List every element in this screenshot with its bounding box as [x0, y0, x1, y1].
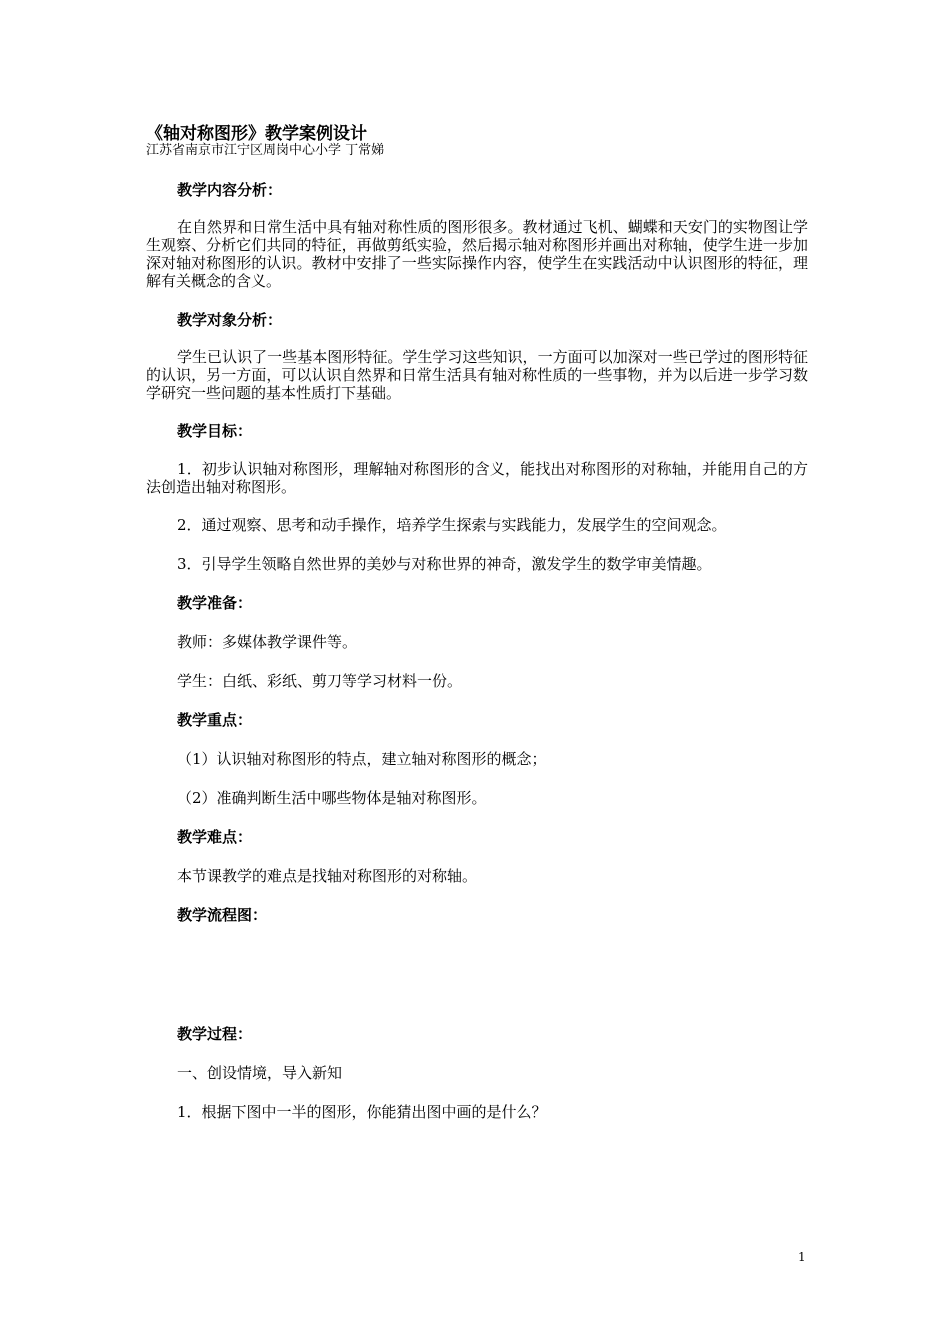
section-heading-process: 教学过程： — [177, 1025, 253, 1043]
prep-student: 学生：白纸、彩纸、剪刀等学习材料一份。 — [177, 672, 463, 690]
section-heading-content: 教学内容分析： — [177, 181, 283, 199]
page-number: 1 — [798, 1250, 806, 1264]
section-heading-goals: 教学目标： — [177, 422, 253, 440]
difficulty-text: 本节课教学的难点是找轴对称图形的对称轴。 — [177, 867, 478, 885]
key-point-1: （1）认识轴对称图形的特点，建立轴对称图形的概念； — [177, 750, 547, 768]
object-paragraph: 学生已认识了一些基本图形特征。学生学习这些知识，一方面可以加深对一些已学过的图形特征的认识，另一方面，可以认识自然界和日常生活具有轴对称性质的一些事物，并为以后进一步学习数学研究一些问题的基本性质打下基础。 — [146, 348, 808, 402]
key-point-2: （2）准确判断生活中哪些物体是轴对称图形。 — [177, 789, 487, 807]
goal-item-3: 3．引导学生领略自然世界的美妙与对称世界的神奇，激发学生的数学审美情趣。 — [177, 555, 712, 573]
doc-author: 江苏省南京市江宁区周岗中心小学 丁常娣 — [146, 143, 385, 158]
section-heading-flow: 教学流程图： — [177, 906, 268, 924]
prep-teacher: 教师：多媒体教学课件等。 — [177, 633, 358, 651]
process-step-1: 一、创设情境，导入新知 — [177, 1064, 343, 1082]
section-heading-key: 教学重点： — [177, 711, 253, 729]
section-heading-prep: 教学准备： — [177, 594, 253, 612]
section-heading-object: 教学对象分析： — [177, 311, 283, 329]
goal-item-1: 1．初步认识轴对称图形，理解轴对称图形的含义，能找出对称图形的对称轴，并能用自己的方法创造出轴对称图形。 — [146, 460, 808, 496]
doc-title: 《轴对称图形》教学案例设计 — [146, 124, 367, 144]
content-paragraph: 在自然界和日常生活中具有轴对称性质的图形很多。教材通过飞机、蝴蝶和天安门的实物图让学生观察、分析它们共同的特征，再做剪纸实验，然后揭示轴对称图形并画出对称轴，使学生进一步加深对轴对称图形的认识。教材中安排了一些实际操作内容，使学生在实践活动中认识图形的特征，理解有关概念的含义。 — [146, 218, 808, 290]
goal-item-2: 2．通过观察、思考和动手操作，培养学生探索与实践能力，发展学生的空间观念。 — [177, 516, 727, 534]
process-step-2: 1．根据下图中一半的图形，你能猜出图中画的是什么？ — [177, 1103, 547, 1121]
section-heading-difficulty: 教学难点： — [177, 828, 253, 846]
